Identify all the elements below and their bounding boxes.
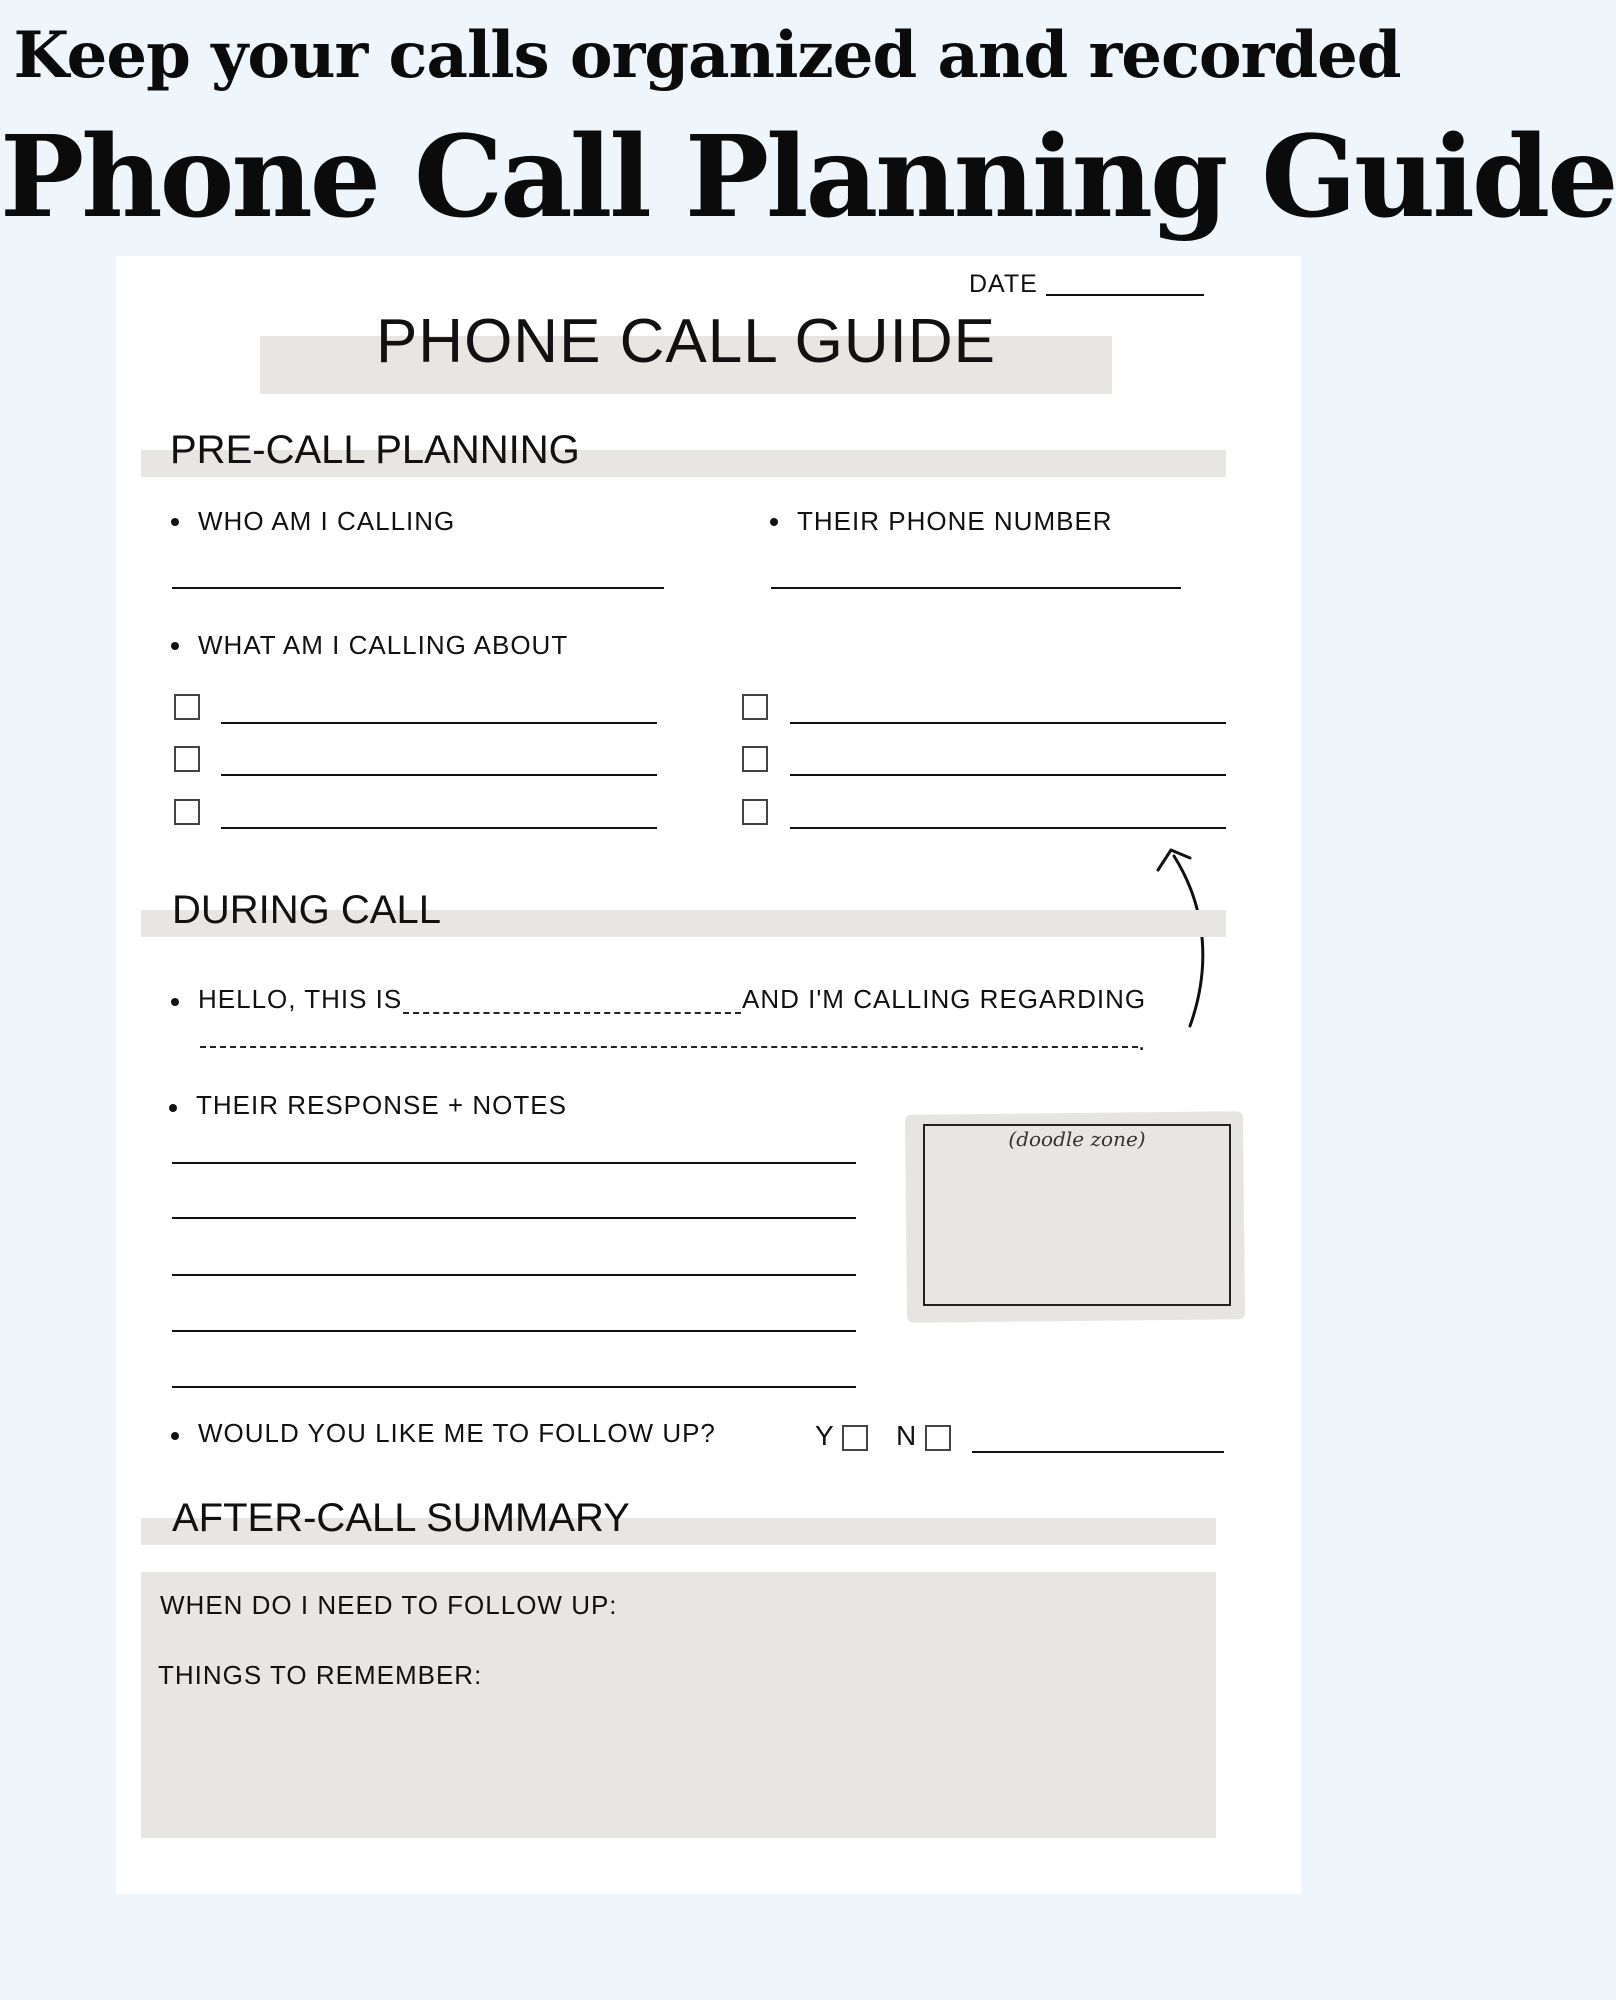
about-label: WHAT AM I CALLING ABOUT [198,630,569,660]
tagline: Keep your calls organized and recorded [13,18,1401,93]
no-label: N [896,1420,917,1451]
after-call-title: AFTER-CALL SUMMARY [172,1496,630,1540]
checklist-line[interactable] [790,774,1226,776]
phone-field[interactable] [771,587,1181,589]
doodle-label: (doodle zone) [1008,1127,1146,1151]
date-field[interactable] [1046,294,1204,296]
notes-line[interactable] [172,1386,856,1388]
bullet-icon [169,1104,177,1112]
yes-label: Y [815,1420,834,1451]
follow-up-when-label: WHEN DO I NEED TO FOLLOW UP: [160,1590,618,1620]
script-intro: HELLO, THIS IS [198,984,403,1014]
curved-arrow-icon [1150,840,1220,1040]
checklist-line[interactable] [221,827,657,829]
name-field[interactable] [403,1012,741,1014]
bullet-icon [171,998,179,1006]
checkbox[interactable] [174,746,200,772]
doodle-zone[interactable] [923,1124,1231,1306]
bullet-icon [171,518,179,526]
notes-line[interactable] [172,1330,856,1332]
bullet-icon [770,518,778,526]
script-regarding: AND I'M CALLING REGARDING [742,984,1147,1014]
checkbox[interactable] [742,746,768,772]
checkbox[interactable] [742,799,768,825]
yes-checkbox[interactable] [842,1425,868,1451]
follow-up-field[interactable] [972,1451,1224,1453]
checklist-line[interactable] [221,774,657,776]
checkbox[interactable] [742,694,768,720]
headline: Phone Call Planning Guide [0,112,1616,243]
checkbox[interactable] [174,799,200,825]
checkbox[interactable] [174,694,200,720]
who-label: WHO AM I CALLING [198,506,456,536]
script-period: . [1138,1026,1147,1056]
bullet-icon [171,1432,179,1440]
notes-line[interactable] [172,1217,856,1219]
no-checkbox[interactable] [925,1425,951,1451]
notes-line[interactable] [172,1274,856,1276]
checklist-line[interactable] [221,722,657,724]
checklist-line[interactable] [790,827,1226,829]
notes-line[interactable] [172,1162,856,1164]
phone-label: THEIR PHONE NUMBER [797,506,1113,536]
regarding-field[interactable] [200,1046,1138,1048]
response-label: THEIR RESPONSE + NOTES [196,1090,567,1120]
who-field[interactable] [172,587,664,589]
page-title: PHONE CALL GUIDE [375,307,997,376]
checklist-line[interactable] [790,722,1226,724]
bullet-icon [171,642,179,650]
follow-up-question: WOULD YOU LIKE ME TO FOLLOW UP? [198,1418,716,1448]
remember-label: THINGS TO REMEMBER: [158,1660,483,1690]
during-call-title: DURING CALL [172,888,441,932]
pre-call-title: PRE-CALL PLANNING [170,428,580,472]
date-label: DATE [969,270,1038,298]
